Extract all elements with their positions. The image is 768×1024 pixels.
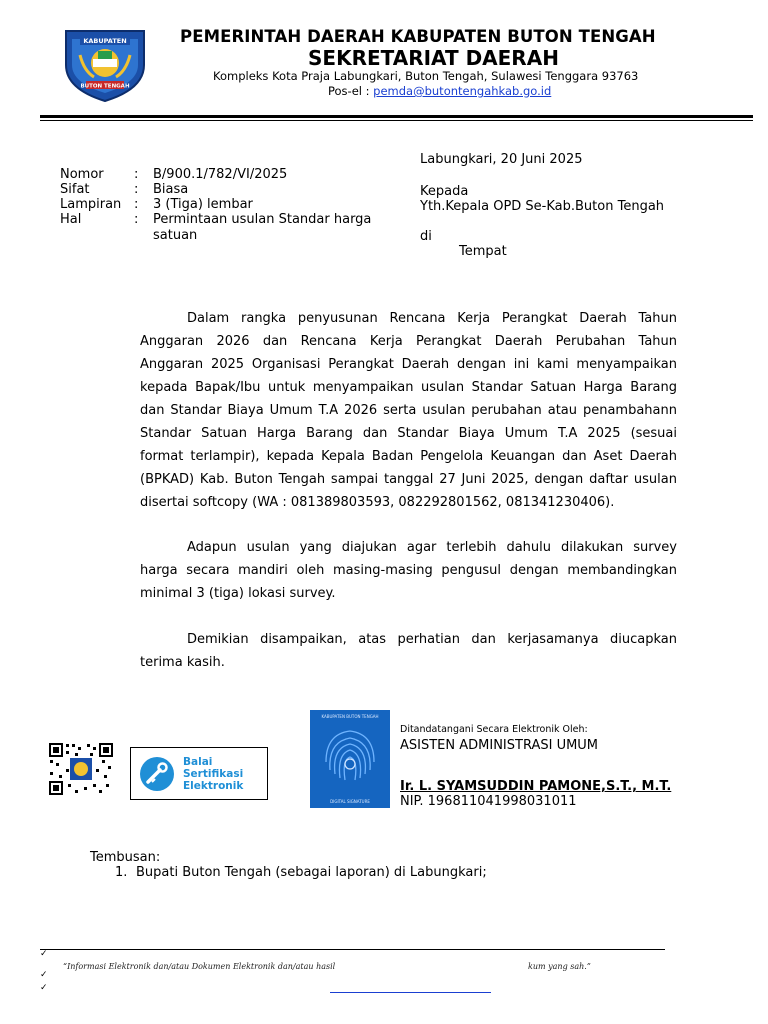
- paragraph-3: [140, 628, 677, 674]
- paragraph-2: [140, 536, 677, 605]
- paragraph-1: [140, 307, 677, 514]
- checkmark: ✓: [40, 949, 48, 959]
- p1-line: kepada Bapak/Ibu untuk menyampaikan usulan Standar Satuan Harga Barang: [140, 380, 677, 395]
- p1-line: format terlampir), kepada Kepala Badan Pengelola Keuangan dan Aset Daerah: [140, 449, 677, 464]
- card-top-text: KABUPATEN BUTON TENGAH: [321, 714, 379, 719]
- p1-line: Anggaran 2025 Organisasi Perangkat Daerah dengan ini kami menyampaikan: [140, 357, 677, 372]
- cc-label: Tembusan:: [90, 850, 161, 865]
- bsre-text-line: Balai: [183, 756, 213, 768]
- bsre-icon: [139, 756, 175, 792]
- p1-line: Anggaran 2026 dan Rencana Kerja Perangkat Daerah Perubahan Tahun: [140, 334, 677, 349]
- p1-line: dan Standar Biaya Umum T.A 2026 serta usulan perubahan atau penambahann: [140, 403, 677, 418]
- email-line: [328, 84, 551, 98]
- regency-logo: [60, 25, 150, 103]
- office-address: Kompleks Kota Praja Labungkari, Buton Tengah, Sulawesi Tenggara 93763: [213, 69, 639, 83]
- meta-value-nomor: B/900.1/782/VI/2025: [153, 167, 288, 182]
- p2-line: minimal 3 (tiga) lokasi survey.: [140, 586, 336, 601]
- recipient-place: Tempat: [459, 244, 507, 259]
- cc-item-text: Bupati Buton Tengah (sebagai laporan) di Labungkari;: [136, 865, 487, 880]
- qr-code: [48, 742, 114, 796]
- meta-sep-hal: :: [134, 212, 139, 227]
- p1-line: Dalam rangka penyusunan Rencana Kerja Perangkat Daerah Tahun: [187, 311, 677, 326]
- meta-value-lampiran: 3 (Tiga) lembar: [153, 197, 253, 212]
- checkmark: ✓: [40, 983, 48, 993]
- meta-label-sifat: Sifat: [60, 182, 90, 197]
- p3-line: terima kasih.: [140, 655, 225, 670]
- bsre-text-line: Sertifikasi: [183, 768, 244, 780]
- to-label: Kepada: [420, 184, 469, 199]
- fingerprint-icon: [320, 726, 380, 792]
- p2-line: Adapun usulan yang diajukan agar terlebih dahulu dilakukan survey: [187, 540, 677, 555]
- digital-signature-card: [310, 710, 390, 808]
- header-rule-thick: [40, 115, 753, 118]
- header-rule-thin: [40, 120, 753, 121]
- meta-sep-lampiran: :: [134, 197, 139, 212]
- meta-sep-nomor: :: [134, 167, 139, 182]
- checkmark: ✓: [40, 970, 48, 980]
- logo-top-text: KABUPATEN: [83, 37, 127, 45]
- recipient-name: Yth.Kepala OPD Se-Kab.Buton Tengah: [420, 199, 665, 214]
- p1-line: disertai softcopy (WA : 081389803593, 082292801562, 081341230406).: [140, 495, 615, 510]
- place-date: Labungkari, 20 Juni 2025: [420, 152, 583, 167]
- meta-value-hal: Permintaan usulan Standar harga: [153, 212, 372, 227]
- signer-name: Ir. L. SYAMSUDDIN PAMONE,S.T., M.T.: [400, 779, 672, 794]
- meta-sep-sifat: :: [134, 182, 139, 197]
- p1-line: Standar Satuan Harga Barang dan Standar Biaya Umum T.A 2025 (sesuai: [140, 426, 677, 441]
- p3-line: Demikian disampaikan, atas perhatian dan kerjasamanya diucapkan: [187, 632, 677, 647]
- signed-by-label: Ditandatangani Secara Elektronik Oleh:: [400, 724, 588, 735]
- meta-label-hal: Hal: [60, 212, 82, 227]
- government-title: PEMERINTAH DAERAH KABUPATEN BUTON TENGAH: [180, 27, 656, 46]
- meta-value-sifat: Biasa: [153, 182, 189, 197]
- p1-line: (BPKAD) Kab. Buton Tengah sampai tanggal 27 Juni 2025, dengan daftar usulan: [140, 472, 677, 487]
- secretariat-title: SEKRETARIAT DAERAH: [308, 46, 559, 70]
- signer-nip: NIP. 196811041998031011: [400, 794, 577, 809]
- footer-link-underline: [330, 992, 491, 993]
- card-bottom-text: DIGITAL SIGNATURE: [330, 799, 370, 804]
- meta-value-hal-continued: satuan: [153, 228, 198, 243]
- meta-label-lampiran: Lampiran: [60, 197, 122, 212]
- footer-note-right: kum yang sah.”: [528, 962, 591, 971]
- bsre-text-line: Elektronik: [183, 780, 244, 792]
- email-link[interactable]: pemda@butontengahkab.go.id: [373, 84, 552, 98]
- footer-rule: [40, 949, 665, 950]
- bsre-logo-box: [130, 747, 268, 800]
- cc-item-number: 1.: [115, 865, 128, 880]
- logo-bottom-text: BUTON TENGAH: [80, 83, 130, 90]
- meta-label-nomor: Nomor: [60, 167, 104, 182]
- email-label: Pos-el :: [328, 84, 374, 98]
- recipient-di: di: [420, 229, 432, 244]
- footer-note-left: “Informasi Elektronik dan/atau Dokumen Elektronik dan/atau hasil: [63, 962, 336, 971]
- signer-position: ASISTEN ADMINISTRASI UMUM: [400, 738, 599, 753]
- p2-line: harga secara mandiri oleh masing-masing pengusul dengan membandingkan: [140, 563, 677, 578]
